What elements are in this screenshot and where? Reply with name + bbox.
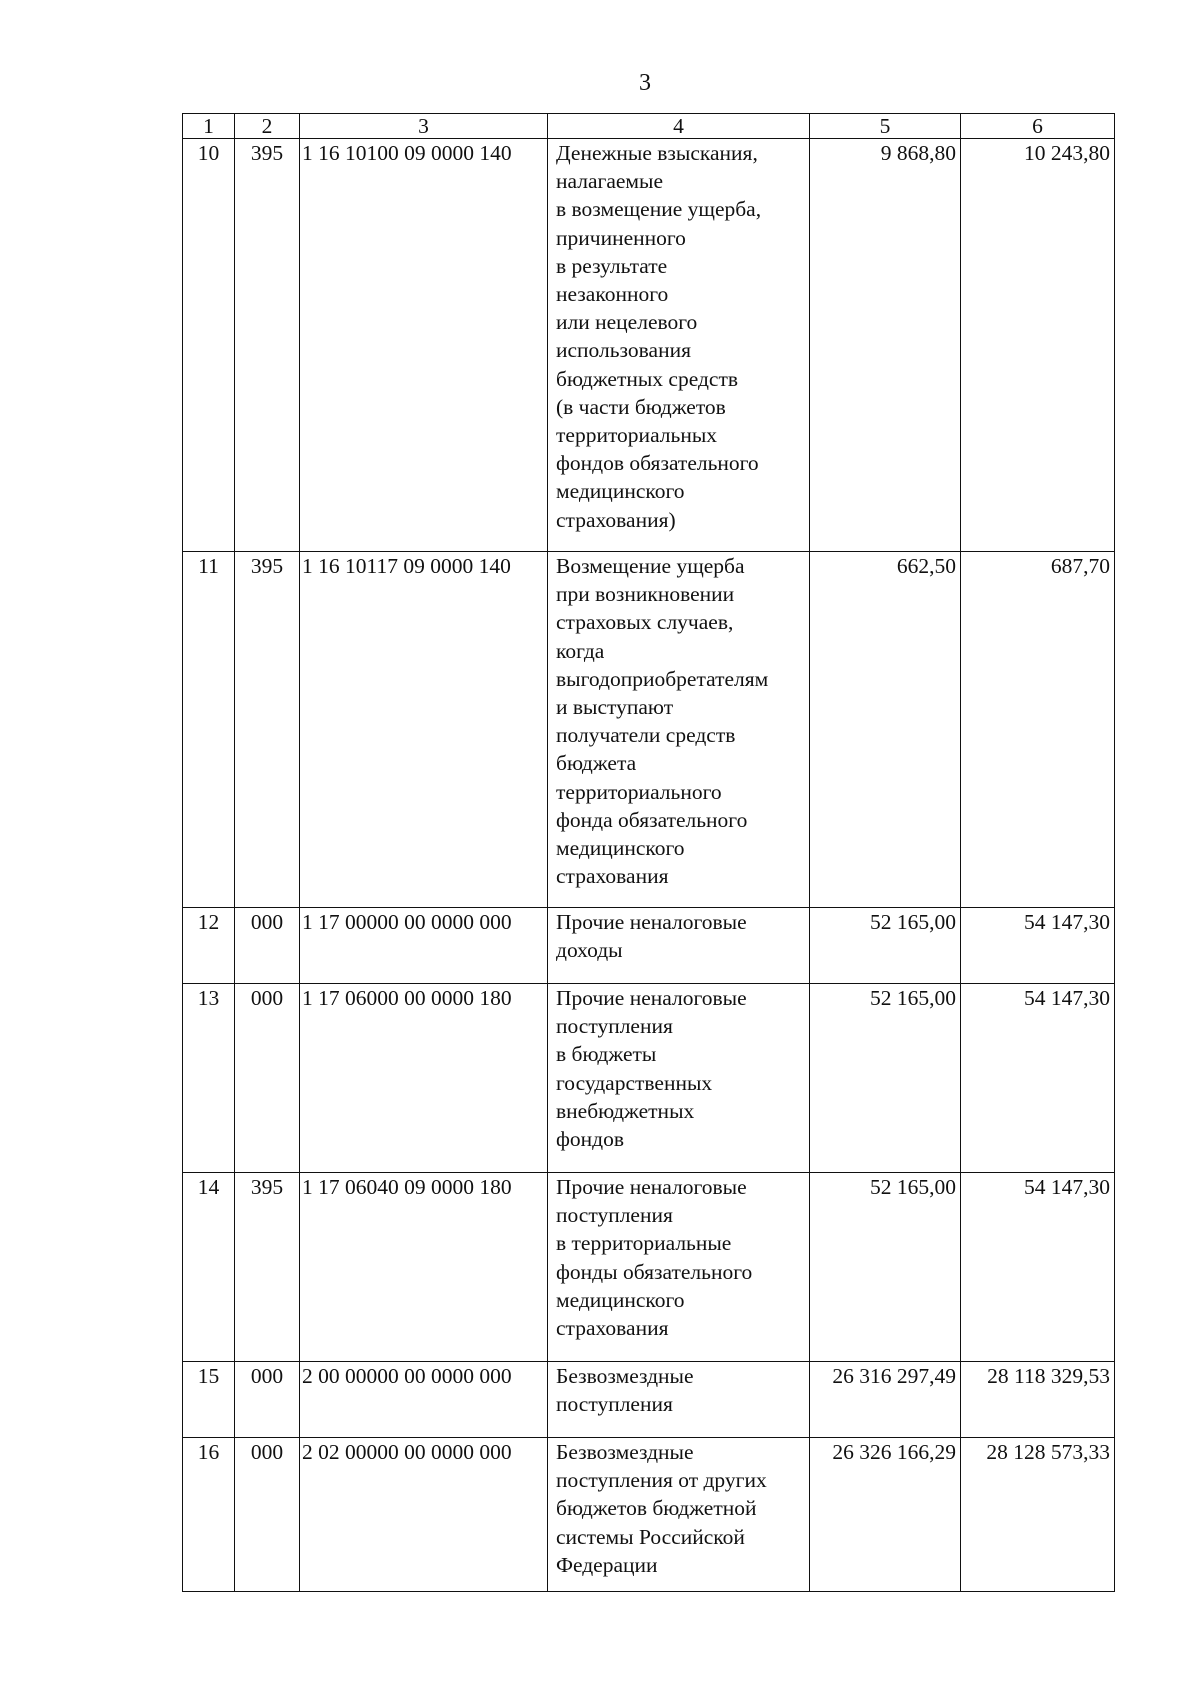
description-line: территориальных (556, 423, 718, 448)
description-line: системы Российской (556, 1524, 745, 1549)
description-line: в результате (556, 253, 668, 278)
description-line: территориального (556, 779, 722, 804)
description-line: медицинского (556, 1287, 685, 1312)
amount-column-5: 52 165,00 (810, 984, 961, 1173)
budget-classification-code: 1 17 06000 00 0000 180 (300, 984, 548, 1173)
column-header: 4 (548, 114, 810, 139)
table-row (183, 1438, 1115, 1592)
row-number: 13 (183, 984, 235, 1173)
description-line: бюджетов бюджетной (556, 1496, 757, 1521)
budget-classification-code: 1 16 10117 09 0000 140 (300, 552, 548, 908)
description-line: бюджета (556, 751, 637, 776)
revenue-description (548, 1438, 810, 1592)
description-line: поступления от других (556, 1468, 767, 1493)
budget-classification-code: 2 02 00000 00 0000 000 (300, 1438, 548, 1592)
description-line: в бюджеты (556, 1042, 657, 1067)
table-row (183, 1362, 1115, 1438)
admin-code: 395 (235, 139, 300, 552)
description-line: налагаемые (556, 169, 664, 194)
admin-code: 000 (235, 908, 300, 984)
admin-code: 395 (235, 1173, 300, 1362)
description-line: бюджетных средств (556, 366, 739, 391)
revenue-table (182, 113, 1115, 1592)
description-line: получатели средств (556, 723, 736, 748)
description-line: поступления (556, 1203, 673, 1228)
description-line: причиненного (556, 225, 686, 250)
description-line: Денежные взыскания, (556, 141, 758, 165)
table-row (183, 984, 1115, 1173)
row-number: 16 (183, 1438, 235, 1592)
admin-code: 000 (235, 1362, 300, 1438)
amount-column-6: 54 147,30 (961, 984, 1115, 1173)
table-row (183, 139, 1115, 552)
amount-column-5: 9 868,80 (810, 139, 961, 552)
row-number: 11 (183, 552, 235, 908)
description-line: Федерации (556, 1552, 658, 1577)
description-line: Прочие неналоговые (556, 910, 747, 934)
revenue-description (548, 1362, 810, 1438)
column-header: 3 (300, 114, 548, 139)
description-line: фондов (556, 1127, 625, 1152)
description-line: внебюджетных (556, 1098, 695, 1123)
amount-column-6: 687,70 (961, 552, 1115, 908)
row-number: 12 (183, 908, 235, 984)
description-line: или нецелевого (556, 310, 698, 335)
description-line: в возмещение ущерба, (556, 197, 762, 222)
amount-column-5: 52 165,00 (810, 908, 961, 984)
page-number: 3 (639, 70, 651, 96)
amount-column-6: 54 147,30 (961, 1173, 1115, 1362)
description-line: поступления (556, 1014, 673, 1039)
budget-classification-code: 1 17 00000 00 0000 000 (300, 908, 548, 984)
revenue-description (548, 1173, 810, 1362)
description-line: страхования (556, 1316, 669, 1341)
description-line: фонды обязательного (556, 1259, 753, 1284)
column-header: 2 (235, 114, 300, 139)
revenue-description (548, 139, 810, 552)
description-line: поступления (556, 1392, 673, 1417)
amount-column-5: 662,50 (810, 552, 961, 908)
description-line: медицинского (556, 836, 685, 861)
description-line: (в части бюджетов (556, 394, 726, 419)
revenue-description (548, 908, 810, 984)
description-line: выгодоприобретателям (556, 666, 769, 691)
description-line: когда (556, 638, 605, 663)
description-line: Безвозмездные (556, 1440, 694, 1464)
description-line: государственных (556, 1070, 713, 1095)
description-line: и выступают (556, 695, 674, 720)
description-line: незаконного (556, 282, 669, 307)
column-header: 1 (183, 114, 235, 139)
description-line: использования (556, 338, 691, 363)
row-number: 14 (183, 1173, 235, 1362)
table-row (183, 552, 1115, 908)
revenue-description (548, 552, 810, 908)
description-line: фонда обязательного (556, 807, 748, 832)
description-line: Прочие неналоговые (556, 986, 747, 1010)
admin-code: 000 (235, 984, 300, 1173)
table-header-row (183, 114, 1115, 139)
budget-classification-code: 1 16 10100 09 0000 140 (300, 139, 548, 552)
column-header: 5 (810, 114, 961, 139)
amount-column-6: 28 118 329,53 (961, 1362, 1115, 1438)
description-line: страхования) (556, 507, 676, 532)
description-line: фондов обязательного (556, 451, 759, 476)
budget-classification-code: 1 17 06040 09 0000 180 (300, 1173, 548, 1362)
description-line: страховых случаев, (556, 610, 734, 635)
amount-column-5: 26 316 297,49 (810, 1362, 961, 1438)
admin-code: 395 (235, 552, 300, 908)
table-row (183, 908, 1115, 984)
description-line: медицинского (556, 479, 685, 504)
admin-code: 000 (235, 1438, 300, 1592)
amount-column-6: 10 243,80 (961, 139, 1115, 552)
description-line: Прочие неналоговые (556, 1175, 747, 1199)
description-line: в территориальные (556, 1231, 732, 1256)
amount-column-6: 28 128 573,33 (961, 1438, 1115, 1592)
revenue-description (548, 984, 810, 1173)
column-header: 6 (961, 114, 1115, 139)
table-row (183, 1173, 1115, 1362)
row-number: 10 (183, 139, 235, 552)
amount-column-5: 52 165,00 (810, 1173, 961, 1362)
description-line: доходы (556, 938, 623, 963)
row-number: 15 (183, 1362, 235, 1438)
description-line: Безвозмездные (556, 1364, 694, 1388)
budget-classification-code: 2 00 00000 00 0000 000 (300, 1362, 548, 1438)
description-line: Возмещение ущерба (556, 554, 745, 578)
description-line: страхования (556, 864, 669, 889)
amount-column-6: 54 147,30 (961, 908, 1115, 984)
description-line: при возникновении (556, 582, 735, 607)
amount-column-5: 26 326 166,29 (810, 1438, 961, 1592)
